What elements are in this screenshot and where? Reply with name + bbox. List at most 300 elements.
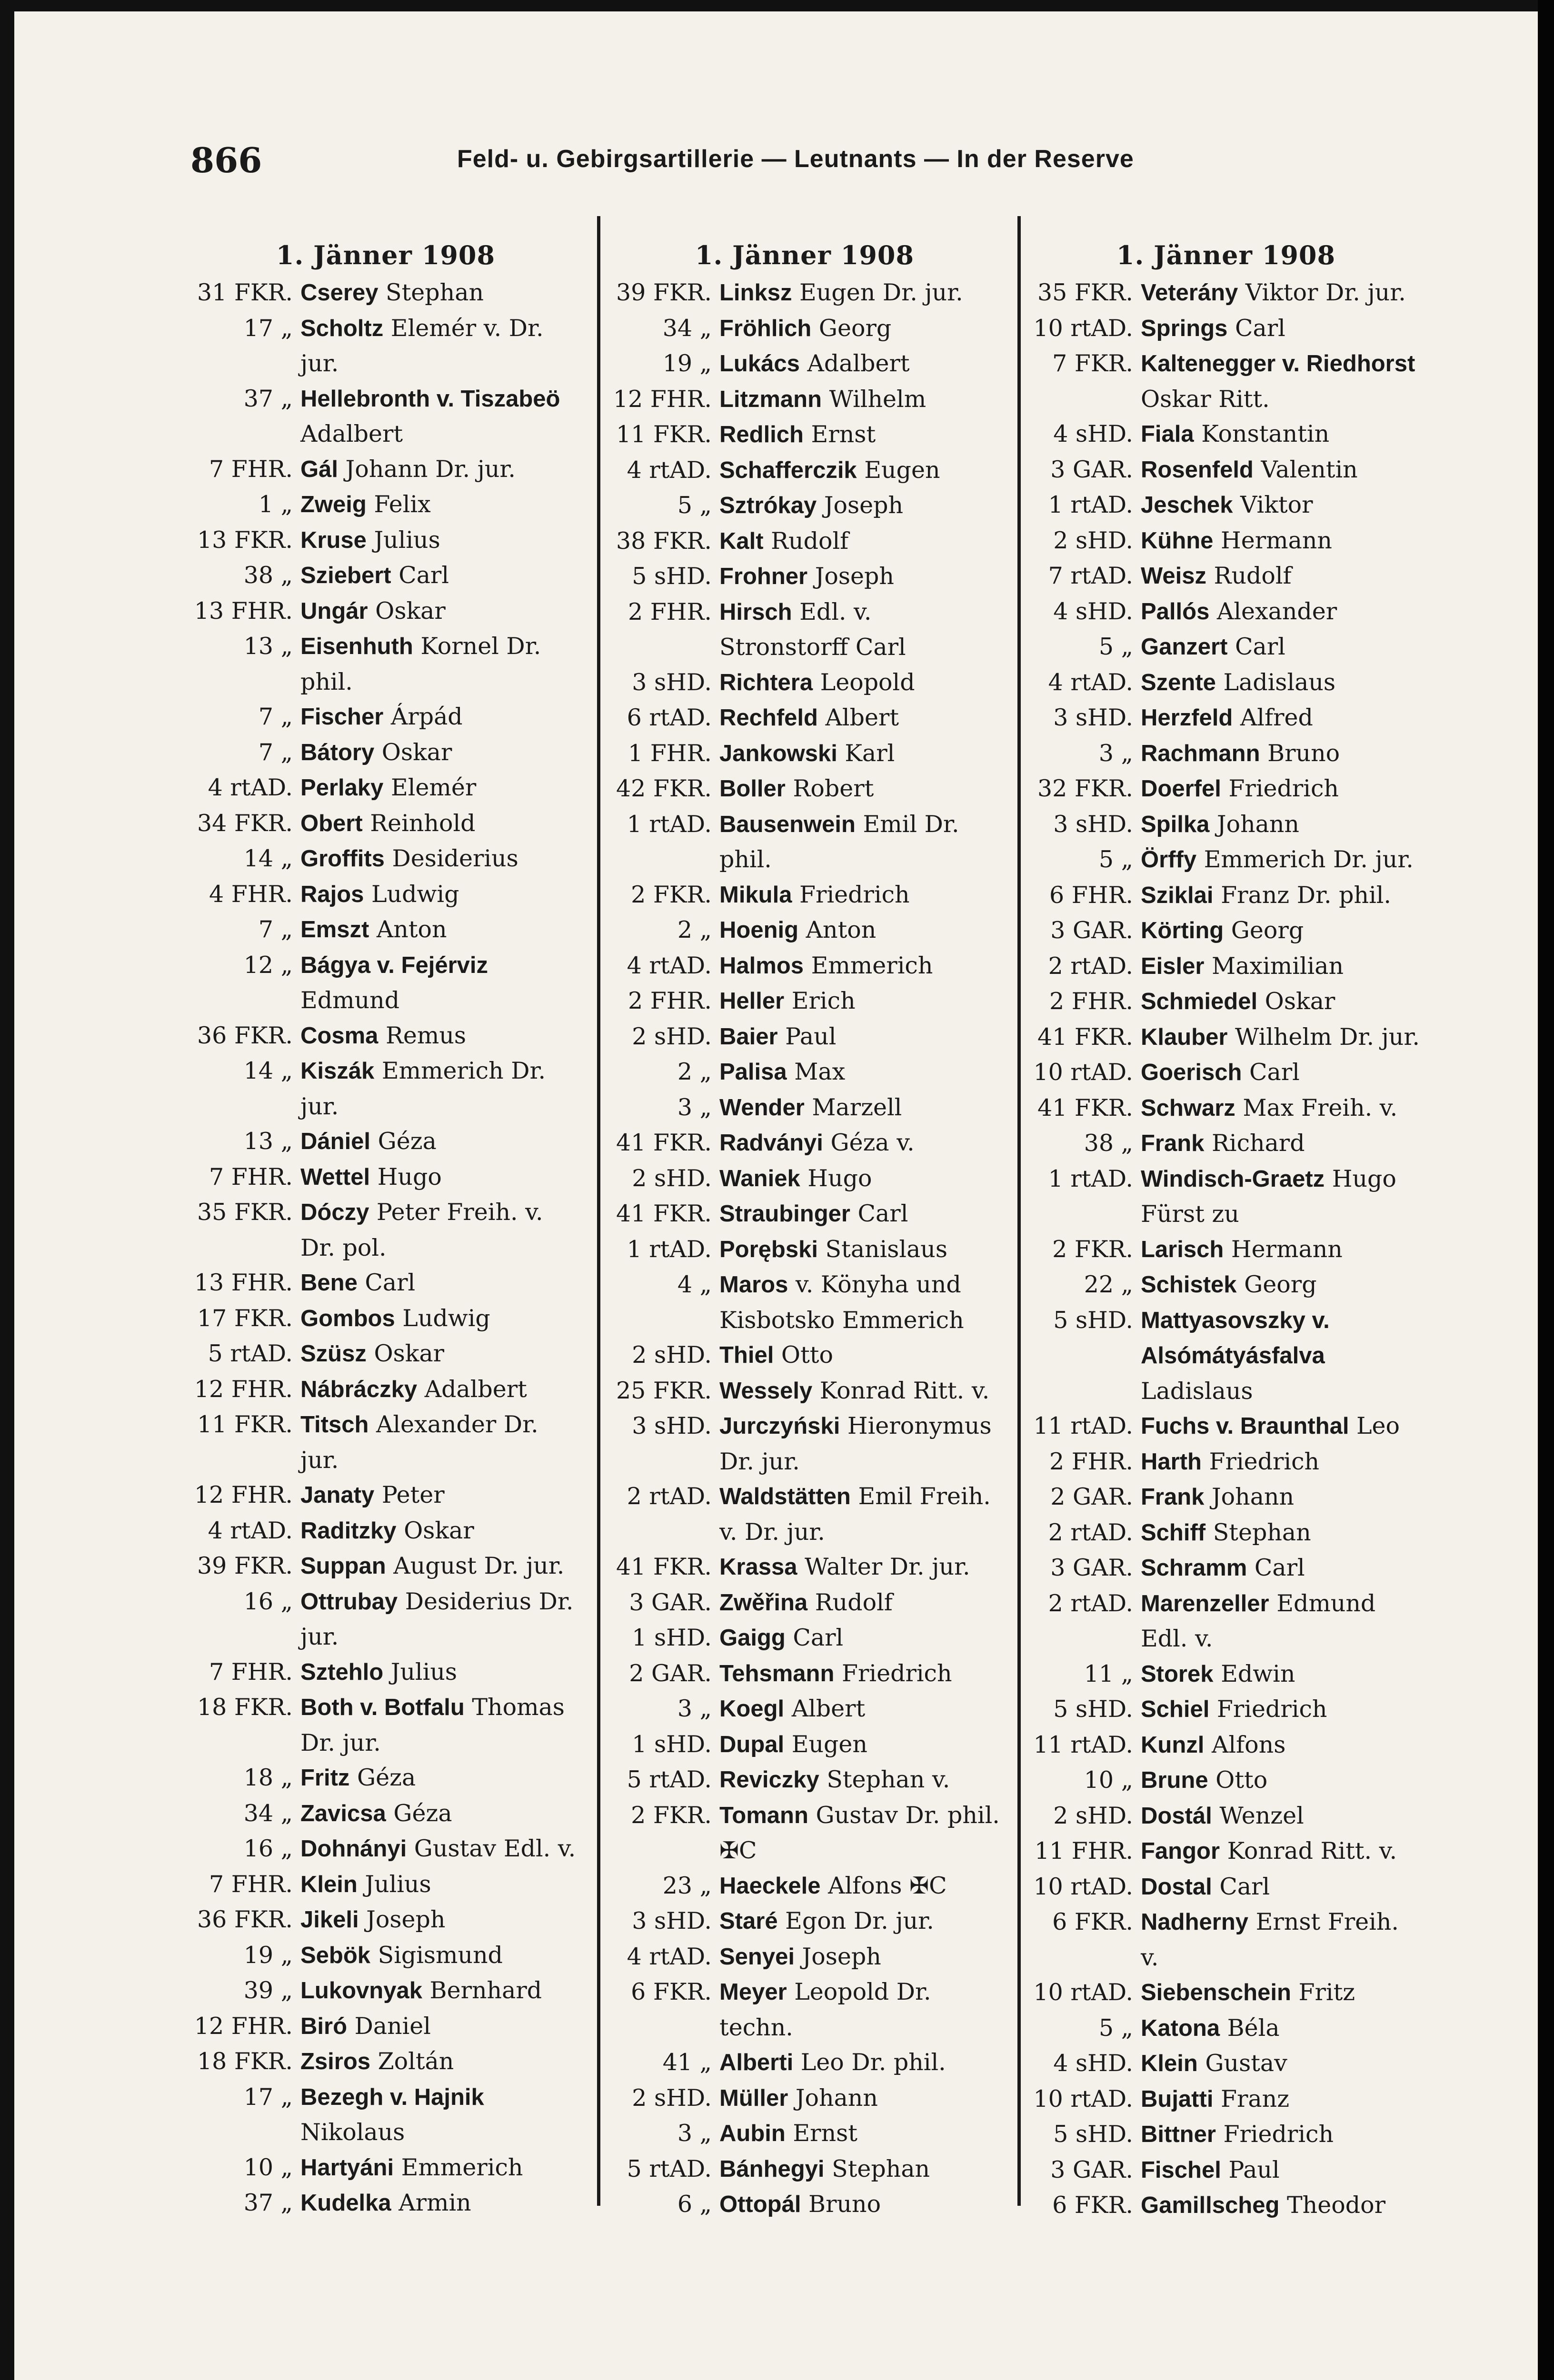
surname: Schwarz	[1141, 1095, 1235, 1121]
unit-number: 12 „	[243, 951, 293, 979]
officer-name	[1141, 558, 1421, 594]
list-item	[1031, 416, 1421, 452]
unit-number: 4 rtAD.	[627, 1943, 712, 1970]
surname: Rajos	[300, 881, 364, 907]
unit-number: 36 FKR.	[197, 1021, 293, 1049]
surname: Weisz	[1141, 563, 1206, 589]
list-item	[1031, 1586, 1421, 1656]
list-item	[1031, 594, 1421, 630]
officer-name	[1141, 913, 1421, 949]
unit-number: 1 sHD.	[632, 1624, 712, 1651]
list-item	[1031, 2011, 1421, 2046]
given-name: Egon Dr. jur.	[777, 1907, 934, 1934]
unit-number: 4 rtAD.	[1048, 668, 1133, 696]
officer-name	[300, 1831, 581, 1867]
given-name: Leo	[1349, 1412, 1400, 1439]
officer-name	[300, 1548, 581, 1584]
list-item	[609, 1656, 1000, 1692]
given-name: Konstantin	[1194, 420, 1330, 447]
given-name: Max Freih. v.	[1235, 1094, 1398, 1121]
list-item	[609, 1479, 1000, 1549]
list-item	[1031, 1975, 1421, 2011]
list-item	[1031, 1232, 1421, 1268]
given-name: Oskar	[1257, 988, 1335, 1015]
officer-name	[300, 735, 581, 771]
list-item	[1031, 842, 1421, 878]
officer-name	[1141, 984, 1421, 1020]
unit-number: 6 rtAD.	[627, 704, 712, 731]
officer-name	[300, 1407, 581, 1478]
list-item	[1031, 1904, 1421, 1975]
given-name: Alexander	[1209, 597, 1337, 625]
officer-name	[300, 487, 581, 523]
given-name: Emmerich Dr. jur.	[300, 1057, 546, 1120]
officer-name	[1141, 736, 1421, 772]
officer-name	[719, 2116, 1000, 2152]
officer-name	[300, 311, 581, 381]
officer-name	[300, 1938, 581, 1973]
list-item	[1031, 1444, 1421, 1480]
list-item	[190, 877, 581, 912]
given-name: Hugo	[800, 1164, 872, 1192]
given-name: Johann	[788, 2084, 878, 2112]
unit-number: 1 rtAD.	[627, 1235, 712, 1263]
unit-number: 37 „	[243, 385, 293, 412]
unit-number: 3 GAR.	[1050, 456, 1133, 483]
list-item	[609, 1691, 1000, 1727]
unit-number: 6 FKR.	[631, 1978, 712, 2005]
officer-name	[719, 1656, 1000, 1692]
given-name: Wilhelm Dr. jur.	[1227, 1023, 1420, 1051]
surname: Zavicsa	[300, 1800, 386, 1826]
unit-number: 12 FHR.	[613, 385, 712, 413]
surname: Fiala	[1141, 421, 1194, 447]
given-name: Hieronymus Dr. jur.	[719, 1412, 992, 1475]
entry-list	[1031, 275, 1421, 2223]
given-name: Otto	[1208, 1766, 1268, 1794]
surname: Rachmann	[1141, 740, 1260, 766]
list-item	[190, 1796, 581, 1832]
given-name: Stephan	[1205, 1518, 1311, 1546]
surname: Gaigg	[719, 1625, 786, 1651]
unit-number: 34 „	[662, 314, 712, 342]
unit-number: 14 „	[243, 845, 293, 872]
unit-number: 12 FHR.	[194, 1481, 293, 1508]
given-name: Leopold	[813, 668, 915, 696]
list-item	[1031, 1303, 1421, 1409]
unit-number: 41 FKR.	[616, 1200, 712, 1227]
surname: Richtera	[719, 669, 813, 695]
list-item	[190, 1053, 581, 1124]
list-item	[190, 1195, 581, 1265]
given-name: Anton	[798, 916, 877, 943]
officer-name	[300, 1124, 581, 1160]
unit-number: 13 FHR.	[194, 1269, 293, 1296]
unit-number: 4 sHD.	[1053, 597, 1133, 625]
surname: Schiff	[1141, 1519, 1206, 1546]
unit-number: 7 „	[258, 916, 293, 943]
officer-name	[719, 1338, 1000, 1373]
list-item	[1031, 1161, 1421, 1232]
surname: Gál	[300, 456, 338, 482]
unit-number: 7 FHR.	[209, 455, 293, 483]
unit-number: 13 „	[243, 1128, 293, 1155]
surname: Larisch	[1141, 1236, 1224, 1262]
surname: Porębski	[719, 1236, 818, 1262]
surname: Krassa	[719, 1554, 797, 1580]
list-item	[1031, 736, 1421, 772]
surname: Kudelka	[300, 2190, 391, 2216]
unit-number: 3 sHD.	[1053, 810, 1133, 838]
given-name: Ludwig	[395, 1304, 490, 1332]
list-item	[1031, 275, 1421, 311]
given-name: Carl	[1247, 1554, 1305, 1581]
surname: Sztrókay	[719, 493, 817, 518]
unit-number: 39 FKR.	[197, 1552, 293, 1579]
surname: Bezegh v. Hajnik	[300, 2084, 484, 2110]
officer-name	[719, 2081, 1000, 2116]
list-item	[1031, 665, 1421, 701]
surname: Hirsch	[719, 599, 792, 625]
given-name: Emmerich	[804, 952, 933, 979]
unit-number: 13 FKR.	[197, 526, 293, 554]
given-name: Friedrich	[792, 881, 910, 908]
list-item	[190, 1160, 581, 1195]
surname: Kunzl	[1141, 1732, 1205, 1758]
list-item	[190, 1372, 581, 1408]
surname: Dániel	[300, 1129, 371, 1154]
unit-number: 38 „	[1084, 1130, 1133, 1157]
list-item	[1031, 1515, 1421, 1551]
list-item	[190, 2044, 581, 2080]
unit-number: 2 sHD.	[632, 1341, 712, 1368]
list-item	[1031, 1408, 1421, 1444]
list-item	[190, 699, 581, 735]
unit-number: 2 FKR.	[631, 881, 712, 908]
unit-number: 3 „	[677, 2120, 712, 2147]
surname: Reviczky	[719, 1767, 819, 1793]
officer-name	[300, 1690, 581, 1760]
surname: Siebenschein	[1141, 1980, 1291, 2005]
list-item	[1031, 2046, 1421, 2082]
list-item	[190, 806, 581, 842]
list-item	[609, 1904, 1000, 1939]
given-name: Stephan	[378, 279, 484, 306]
given-name: Julius	[366, 526, 440, 554]
unit-number: 11 rtAD.	[1033, 1412, 1133, 1439]
list-item	[1031, 346, 1421, 416]
list-item	[190, 594, 581, 629]
officer-name	[719, 2045, 1000, 2081]
officer-name	[300, 1760, 581, 1796]
list-item	[1031, 1550, 1421, 1586]
list-item	[190, 1902, 581, 1938]
list-item	[190, 1938, 581, 1973]
given-name: Anton	[369, 916, 447, 943]
given-name: Daniel	[347, 2012, 431, 2040]
officer-name	[1141, 2082, 1421, 2117]
given-name: Joseph	[359, 1906, 446, 1933]
surname: Palisa	[719, 1059, 787, 1085]
given-name: Viktor Dr. jur.	[1238, 279, 1406, 306]
officer-name	[1141, 1869, 1421, 1905]
unit-number: 17 „	[243, 314, 293, 342]
list-item	[1031, 523, 1421, 559]
given-name: Hugo	[370, 1163, 442, 1190]
surname: Mikula	[719, 882, 792, 908]
officer-name	[1141, 523, 1421, 559]
given-name: Georg	[811, 314, 892, 342]
unit-number: 38 FKR.	[616, 527, 712, 555]
surname: Schiel	[1141, 1696, 1210, 1722]
list-item	[190, 1124, 581, 1160]
list-item	[1031, 1656, 1421, 1692]
given-name: Julius	[357, 1870, 431, 1898]
given-name: Sigismund	[370, 1941, 503, 1969]
officer-name	[719, 1904, 1000, 1939]
list-item	[609, 912, 1000, 948]
given-name: Edmund	[300, 987, 400, 1014]
unit-number: 25 FKR.	[616, 1377, 712, 1404]
officer-name	[1141, 1515, 1421, 1551]
list-item	[190, 311, 581, 381]
unit-number: 17 „	[243, 2083, 293, 2111]
officer-name	[300, 523, 581, 558]
officer-name	[719, 417, 1000, 453]
list-item	[609, 488, 1000, 524]
officer-name	[300, 1867, 581, 1903]
given-name: Gustav Edl. v.	[407, 1835, 576, 1862]
list-item	[1031, 949, 1421, 984]
unit-number: 16 „	[243, 1587, 293, 1615]
given-name: Leo Dr. phil.	[793, 2049, 946, 2076]
given-name: Friedrich	[1209, 1696, 1327, 1723]
unit-number: 41 FKR.	[1037, 1094, 1133, 1121]
given-name: Franz	[1213, 2085, 1290, 2112]
list-item	[609, 1939, 1000, 1975]
list-item	[609, 1974, 1000, 2045]
surname: Klauber	[1141, 1024, 1228, 1050]
surname: Spilka	[1141, 811, 1210, 837]
unit-number: 5 „	[1098, 846, 1133, 873]
list-item	[1031, 2117, 1421, 2152]
surname: Herzfeld	[1141, 705, 1233, 731]
officer-name	[1141, 771, 1421, 807]
list-item	[1031, 558, 1421, 594]
officer-name	[719, 275, 1000, 311]
given-name: Paul	[1221, 2156, 1280, 2183]
surname: Dohnányi	[300, 1836, 407, 1862]
list-item	[609, 1868, 1000, 1904]
surname: Hellebronth v. Tiszabeö	[300, 386, 560, 412]
unit-number: 4 sHD.	[1053, 420, 1133, 447]
given-name: Eugen	[784, 1730, 867, 1758]
surname: Ottopál	[719, 2192, 801, 2217]
surname: Thiel	[719, 1342, 774, 1368]
officer-name	[719, 1161, 1000, 1197]
list-item	[1031, 771, 1421, 807]
unit-number: 35 FKR.	[1037, 279, 1133, 306]
surname: Klein	[300, 1871, 358, 1897]
running-title: Feld- u. Gebirgsartillerie — Leutnants — In der Reserve	[457, 145, 1134, 173]
officer-name	[300, 912, 581, 948]
officer-name	[719, 736, 1000, 772]
surname: Ottrubay	[300, 1588, 398, 1615]
unit-number: 34 „	[243, 1799, 293, 1827]
unit-number: 3 sHD.	[632, 1907, 712, 1934]
surname: Zweig	[300, 492, 367, 517]
given-name: Reinhold	[362, 809, 476, 837]
officer-name	[1141, 1161, 1421, 1232]
surname: Obert	[300, 810, 363, 836]
list-item	[609, 700, 1000, 736]
officer-name	[300, 1902, 581, 1938]
unit-number: 3 „	[677, 1093, 712, 1121]
surname: Suppan	[300, 1553, 386, 1579]
given-name: Maximilian	[1204, 952, 1344, 980]
unit-number: 3 sHD.	[632, 1412, 712, 1439]
given-name: Desiderius Dr. jur.	[300, 1587, 574, 1650]
officer-name	[300, 770, 581, 806]
surname: Harth	[1141, 1448, 1202, 1475]
surname: Sztehlo	[300, 1659, 384, 1685]
list-item	[190, 1584, 581, 1655]
officer-name	[1141, 2152, 1421, 2188]
given-name: Carl	[1212, 1873, 1270, 1900]
unit-number: 3 GAR.	[1050, 2156, 1133, 2183]
officer-name	[719, 1691, 1000, 1727]
given-name: Emmerich	[394, 2153, 523, 2181]
officer-name	[1141, 842, 1421, 878]
list-item	[190, 487, 581, 523]
officer-name	[300, 1372, 581, 1408]
list-item	[609, 1373, 1000, 1409]
given-name: Marzell	[804, 1093, 902, 1121]
unit-number: 2 FKR.	[1052, 1235, 1133, 1263]
surname: Waniek	[719, 1165, 800, 1191]
unit-number: 7 FHR.	[209, 1870, 293, 1898]
given-name: Friedrich	[1201, 1448, 1320, 1475]
list-item	[609, 1549, 1000, 1585]
surname: Haeckele	[719, 1873, 821, 1899]
officer-name	[719, 488, 1000, 524]
unit-number: 4 rtAD.	[208, 774, 293, 801]
unit-number: 22 „	[1084, 1271, 1133, 1298]
given-name: Ernst	[785, 2120, 857, 2147]
officer-name	[1141, 949, 1421, 984]
officer-name	[300, 594, 581, 629]
officer-name	[719, 1054, 1000, 1090]
officer-name	[300, 629, 581, 699]
given-name: Alfred	[1233, 704, 1313, 731]
list-item	[190, 1548, 581, 1584]
unit-number: 38 „	[243, 562, 293, 589]
list-item	[609, 2116, 1000, 2152]
given-name: Carl	[785, 1624, 844, 1651]
officer-name	[1141, 2117, 1421, 2152]
given-name: Walter Dr. jur.	[797, 1553, 970, 1580]
officer-name	[1141, 1834, 1421, 1869]
given-name: Johann	[1204, 1483, 1295, 1510]
list-item	[1031, 2188, 1421, 2223]
surname: Müller	[719, 2085, 788, 2111]
given-name: Rudolf	[1206, 562, 1292, 589]
list-item	[190, 558, 581, 594]
given-name: August Dr. jur.	[386, 1552, 565, 1579]
surname: Schafferczik	[719, 457, 857, 483]
officer-name	[300, 699, 581, 735]
list-item	[609, 1762, 1000, 1798]
officer-name	[719, 1090, 1000, 1126]
surname: Goerisch	[1141, 1060, 1242, 1085]
surname: Senyei	[719, 1944, 795, 1970]
list-item	[190, 1760, 581, 1796]
list-item	[609, 382, 1000, 417]
surname: Frank	[1141, 1130, 1205, 1156]
list-item	[1031, 1869, 1421, 1905]
list-item	[609, 1338, 1000, 1373]
surname: Nadherny	[1141, 1909, 1249, 1935]
surname: Straubinger	[719, 1201, 850, 1227]
unit-number: 2 „	[677, 916, 712, 943]
officer-name	[719, 912, 1000, 948]
list-item	[609, 948, 1000, 984]
given-name: Zoltán	[370, 2048, 454, 2075]
surname: Eisenhuth	[300, 634, 413, 659]
list-item	[609, 1408, 1000, 1479]
surname: Hartyáni	[300, 2154, 394, 2181]
list-item	[609, 1267, 1000, 1338]
officer-name	[1141, 487, 1421, 523]
unit-number: 4 rtAD.	[627, 952, 712, 979]
list-item	[609, 1161, 1000, 1197]
column-heading: 1. Jänner 1908	[1116, 240, 1336, 270]
surname: Wender	[719, 1094, 805, 1121]
list-item	[190, 1407, 581, 1478]
unit-number: 2 rtAD.	[1048, 1518, 1133, 1546]
list-item	[609, 346, 1000, 382]
officer-name	[1141, 1763, 1421, 1798]
officer-name	[719, 559, 1000, 595]
surname: Frohner	[719, 564, 808, 589]
surname: Bátory	[300, 739, 375, 765]
entry-list	[609, 275, 1000, 2222]
officer-name	[719, 1798, 1000, 1868]
surname: Hoenig	[719, 917, 799, 943]
given-name: Desiderius	[384, 845, 518, 872]
column-2	[609, 235, 1000, 2222]
officer-name	[719, 807, 1000, 877]
officer-name	[300, 381, 581, 452]
given-name: Erich	[784, 987, 856, 1014]
list-item	[609, 1620, 1000, 1656]
list-item	[1031, 1020, 1421, 1055]
officer-name	[1141, 1091, 1421, 1126]
given-name: Joseph	[817, 492, 904, 519]
given-name: Carl	[357, 1269, 416, 1296]
surname: Zwěřina	[719, 1589, 808, 1616]
list-item	[190, 523, 581, 558]
list-item	[190, 2009, 581, 2044]
surname: Cosma	[300, 1022, 379, 1049]
surname: Szente	[1141, 669, 1216, 695]
unit-number: 7 „	[258, 703, 293, 730]
surname: Jeschek	[1141, 492, 1233, 518]
unit-number: 13 „	[243, 633, 293, 660]
list-item	[1031, 1763, 1421, 1798]
list-item	[1031, 487, 1421, 523]
officer-name	[300, 841, 581, 877]
